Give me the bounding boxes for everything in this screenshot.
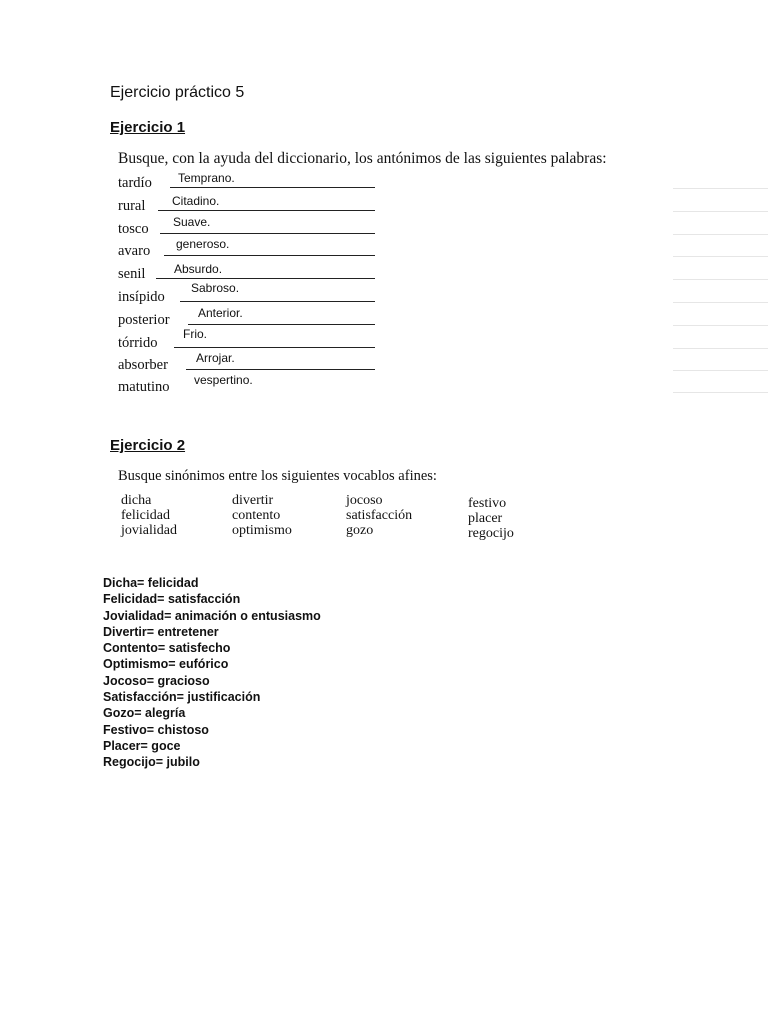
antonym-word: tórrido [118,335,158,351]
scan-artifact-line [673,370,768,371]
antonym-answer: Absurdo. [174,262,223,276]
page-title: Ejercicio práctico 5 [110,84,245,101]
synonym-line: Gozo= alegría [103,706,186,721]
vocab-column [468,496,514,541]
vocab-word: contento [232,508,281,523]
ejercicio-1-scan [113,148,673,408]
ejercicio-2-instruction: Busque sinónimos entre los siguientes vocablos afines: [118,468,437,484]
synonym-line: Placer= goce [103,738,181,753]
vocab-word: regocijo [468,526,514,541]
antonym-word: tardío [118,175,152,191]
ejercicio-1-title: Ejercicio 1 [110,119,186,136]
antonym-word: posterior [118,312,170,328]
answer-line [156,278,375,279]
scan-artifact-line [673,256,768,257]
vocab-word: jocoso [346,493,383,508]
answer-line [188,324,375,325]
antonym-word: tosco [118,221,149,237]
antonym-row [118,374,418,396]
antonym-word: rural [118,198,146,214]
antonym-word: absorber [118,357,168,373]
answer-line [174,347,375,348]
synonym-line: Dicha= felicidad [103,576,199,590]
antonym-word: senil [118,266,146,282]
vocab-column [346,493,412,538]
vocab-word: satisfacción [346,508,413,523]
synonym-line: Felicidad= satisfacción [103,592,241,607]
antonym-answer: Citadino. [172,194,220,208]
antonym-answer: Suave. [173,215,211,229]
synonym-line: Festivo= chistoso [103,722,209,737]
scan-artifact-line [673,392,768,393]
antonym-answer: generoso. [176,237,230,251]
ejercicio-2-title: Ejercicio 2 [110,437,186,454]
scan-artifact-line [673,325,768,326]
scan-artifact-line [673,279,768,280]
vocab-word: dicha [121,493,152,508]
synonym-line: Regocijo= jubilo [103,755,200,770]
antonym-row [118,238,418,260]
synonym-line: Jocoso= gracioso [103,673,210,688]
scan-artifact-line [673,302,768,303]
scan-artifact-line [673,211,768,212]
antonym-answer: Temprano. [178,171,235,185]
vocab-word: optimismo [232,523,292,538]
synonym-line: Satisfacción= justificación [103,690,261,705]
vocab-column [232,493,292,538]
antonym-row [118,327,418,352]
vocab-word: festivo [468,496,507,511]
answer-line [170,187,375,188]
antonym-word: matutino [118,379,170,395]
antonym-row [118,193,418,215]
ejercicio-1-instruction: Busque, con la ayuda del diccionario, los antónimos de las siguientes palabras: [118,150,607,167]
scan-artifact-line [673,188,768,189]
antonym-row [118,170,418,192]
vocab-word: gozo [346,523,374,538]
antonym-answer: Frio. [183,327,207,341]
antonym-row [118,261,418,283]
answer-line [180,301,375,302]
antonym-word: avaro [118,243,151,259]
antonym-row [118,352,418,374]
answer-line [164,255,375,256]
synonym-answers [103,575,321,771]
antonym-answer: vespertino. [194,373,253,387]
vocab-word: jovialidad [121,523,177,538]
synonym-line: Jovialidad= animación o entusiasmo [103,608,321,623]
vocab-word: felicidad [121,508,170,523]
antonym-row [118,307,418,329]
vocab-column [121,493,177,538]
scan-artifact-line [673,348,768,349]
antonym-answer: Sabroso. [191,281,240,295]
ejercicio-2-scan [110,466,570,546]
answer-line [160,233,375,234]
synonym-line: Contento= satisfecho [103,641,231,656]
vocab-word: placer [468,511,503,526]
antonym-row [118,216,418,238]
answer-line [158,210,375,211]
antonym-word: insípido [118,289,165,305]
antonym-answer: Anterior. [198,306,243,320]
vocab-word: divertir [232,493,274,508]
antonym-answer: Arrojar. [196,351,235,365]
answer-line [186,369,375,370]
antonym-row [118,281,418,306]
synonym-line: Optimismo= eufórico [103,657,229,672]
scan-artifact-line [673,234,768,235]
synonym-line: Divertir= entretener [103,624,219,639]
